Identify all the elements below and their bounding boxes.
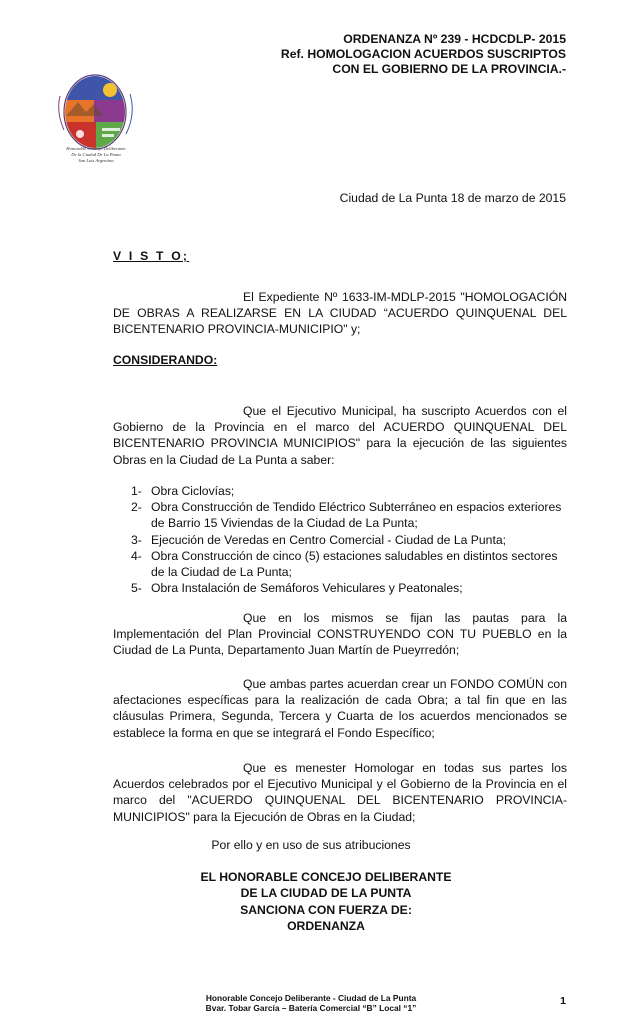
resolution-block [0,869,622,935]
list-item-number: 3- [131,532,142,547]
visto-paragraph: El Expediente Nº 1633-IM-MDLP-2015 "HOMOLOGACIÓN DE OBRAS A REALIZARSE EN LA CIUDAD “ACUERDO QUINQUENAL DEL BICENTENARIO PROVINCIA-MUNICIPIO" y; [113,290,567,337]
logo-caption-line: Honorable Concejo Deliberante [66,146,126,151]
list-item-number: 4- [131,548,142,563]
council-logo [52,72,138,184]
ordinance-header [281,32,566,77]
list-item [113,532,567,548]
list-item [113,499,567,531]
list-item [113,483,567,499]
closing-line: Por ello y en uso de sus atribuciones [211,838,411,852]
list-item-number: 5- [131,581,142,596]
ordinance-reference-cont: CON EL GOBIERNO DE LA PROVINCIA.- [332,62,566,76]
visto-heading: V I S T O; [113,249,190,263]
resolution-line: EL HONORABLE CONCEJO DELIBERANTE [200,870,452,884]
logo-caption-line: De la Ciudad De La Punta [71,152,121,157]
obras-list [113,483,567,596]
ordinance-reference: Ref. HOMOLOGACION ACUERDOS SUSCRIPTOS [280,47,566,61]
footer-line: Honorable Concejo Deliberante - Ciudad de La Punta [205,993,417,1003]
page-footer [0,993,622,1013]
list-item [113,548,567,580]
footer-line: Bvar. Tobar García – Batería Comercial “B” Local “1” [205,1003,417,1013]
resolution-line: SANCIONA CON FUERZA DE: [240,902,412,917]
logo-caption [48,146,144,164]
list-item-text: Obra Construcción de cinco (5) estaciones saludables en distintos sectores de la Ciudad de La Punta; [151,548,558,580]
considerando-paragraph: Que el Ejecutivo Municipal, ha suscripto Acuerdos con el Gobierno de la Provincia en el marco del ACUERDO QUINQUENAL DEL BICENTENARIO PROVINCIA MUNICIPIOS" para la ejecución de las siguientes Obras en la Ciudad de La Punta a saber: [113,404,567,467]
list-item [113,580,567,596]
page-number: 1 [560,995,566,1007]
pautas-paragraph: Que en los mismos se fijan las pautas para la Implementación del Plan Provincial CONSTRUYENDO CON TU PUEBLO en la Ciudad de La Punta, Departamento Juan Martín de Pueyrredón; [113,611,567,658]
resolution-line: ORDENANZA [287,919,365,934]
list-item-number: 1- [131,484,142,498]
logo-caption-line: San Luis Argentina [78,158,114,163]
list-item-text: Ejecución de Veredas en Centro Comercial - Ciudad de La Punta; [151,532,507,547]
homologar-paragraph: Que es menester Homologar en todas sus partes los Acuerdos celebrados por el Ejecutivo Municipal y el Gobierno de la Provincia en el marco del "ACUERDO QUINQUENAL DEL BICENTENARIO PROVINCIA-MUNICIPIOS" para la Ejecución de Obras en la Ciudad; [113,761,567,824]
resolution-line: DE LA CIUDAD DE LA PUNTA [240,886,412,901]
list-item-text: Obra Construcción de Tendido Eléctrico Subterráneo en espacios exteriores de Barrio 15 Viviendas de la Ciudad de La Punta; [151,500,562,531]
considerando-heading: CONSIDERANDO: [113,353,218,367]
list-item-number: 2- [131,500,142,515]
council-emblem-icon [52,72,138,150]
document-date: Ciudad de La Punta 18 de marzo de 2015 [339,191,566,205]
list-item-text: Obra Ciclovías; [151,484,235,498]
ordinance-number: ORDENANZA Nº 239 - HCDCDLP- 2015 [343,32,566,46]
fondo-comun-paragraph: Que ambas partes acuerdan crear un FONDO COMÚN con afectaciones específicas para la realización de cada Obra; a tal fin que en las cláusulas Primera, Segunda, Tercera y Cuarta de los acuerdos mencionados se establece la forma en que se integrará el Fondo Específico; [113,677,567,740]
list-item-text: Obra Instalación de Semáforos Vehiculares y Peatonales; [151,581,463,596]
